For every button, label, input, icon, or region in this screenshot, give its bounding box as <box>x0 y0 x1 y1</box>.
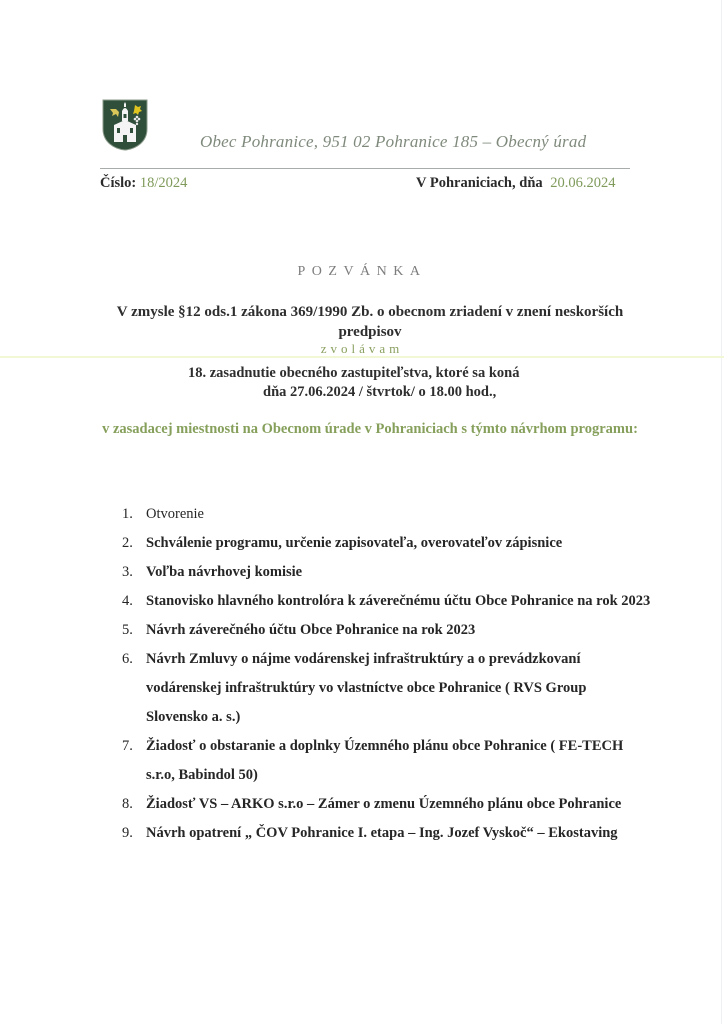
agenda-item-number: 4. <box>122 593 133 609</box>
agenda-item-number: 1. <box>122 506 133 522</box>
letterhead: Obec Pohranice, 951 02 Pohranice 185 – Obecný úrad <box>200 132 587 151</box>
agenda-item <box>112 558 652 587</box>
agenda-item-number: 7. <box>122 738 133 754</box>
date-value: 20.06.2024 <box>550 175 616 191</box>
agenda-item-text: Otvorenie <box>146 506 204 522</box>
document-number-value: 18/2024 <box>139 175 188 191</box>
agenda-item <box>112 790 652 819</box>
agenda-item-number: 5. <box>122 622 133 638</box>
agenda-item-number: 3. <box>122 564 133 580</box>
agenda-item-text: Stanovisko hlavného kontrolóra k záverečnému účtu Obce Pohranice na rok 2023 <box>146 593 651 609</box>
meeting-info <box>188 364 519 402</box>
agenda-item-text: Návrh záverečného účtu Obce Pohranice na rok 2023 <box>146 622 476 638</box>
agenda-item-text: Schválenie programu, určenie zapisovateľa, overovateľov zápisnice <box>146 535 563 551</box>
agenda-list <box>112 500 652 848</box>
agenda-item <box>112 587 652 616</box>
header-divider <box>100 168 630 169</box>
agenda-item-number: 8. <box>122 796 133 812</box>
meeting-place: v zasadacej miestnosti na Obecnom úrade v Pohraniciach s týmto návrhom programu: <box>102 421 638 437</box>
agenda-item-text: Žiadosť o obstaranie a doplnky Územného plánu obce Pohranice ( FE-TECH s.r.o, Babindol 50) <box>146 738 624 783</box>
document-title: POZVÁNKA <box>297 264 427 279</box>
agenda-item <box>112 529 652 558</box>
agenda-item <box>112 819 652 848</box>
agenda-item-number: 9. <box>122 825 133 841</box>
meeting-line-1: 18. zasadnutie obecného zastupiteľstva, ktoré sa koná <box>188 365 520 381</box>
agenda-item-number: 2. <box>122 535 133 551</box>
scan-artifact-line <box>0 356 724 358</box>
agenda-item-number: 6. <box>122 651 133 667</box>
agenda-item-text: Voľba návrhovej komisie <box>146 564 303 580</box>
document-number <box>100 175 187 192</box>
agenda-item-text: Návrh Zmluvy o nájme vodárenskej infraštruktúry a o prevádzkovaní vodárenskej infraštruktúry vo vlastníctve obce Pohranice ( RVS Group Slovensko a. s.) <box>146 651 587 725</box>
meeting-line-2: dňa 27.06.2024 / štvrtok/ o 18.00 hod., <box>263 384 497 400</box>
agenda-item <box>112 732 652 790</box>
agenda-item-text: Žiadosť VS – ARKO s.r.o – Zámer o zmenu Územného plánu obce Pohranice <box>146 796 622 812</box>
page-edge <box>721 0 722 1024</box>
document-number-label: Číslo: <box>100 175 137 191</box>
agenda-item <box>112 645 652 732</box>
agenda-item-text: Návrh opatrení „ ČOV Pohranice I. etapa – Ing. Jozef Vyskoč“ – Ekostaving <box>146 825 618 841</box>
agenda-item <box>112 500 652 529</box>
place-label: V Pohraniciach, dňa <box>416 175 543 191</box>
municipal-crest-icon <box>102 99 148 151</box>
legal-basis: V zmysle §12 ods.1 zákona 369/1990 Zb. o obecnom zriadení v znení neskorších predpisov <box>116 304 624 340</box>
place-date <box>416 175 616 192</box>
convene-text: zvolávam <box>320 341 404 356</box>
agenda-item <box>112 616 652 645</box>
